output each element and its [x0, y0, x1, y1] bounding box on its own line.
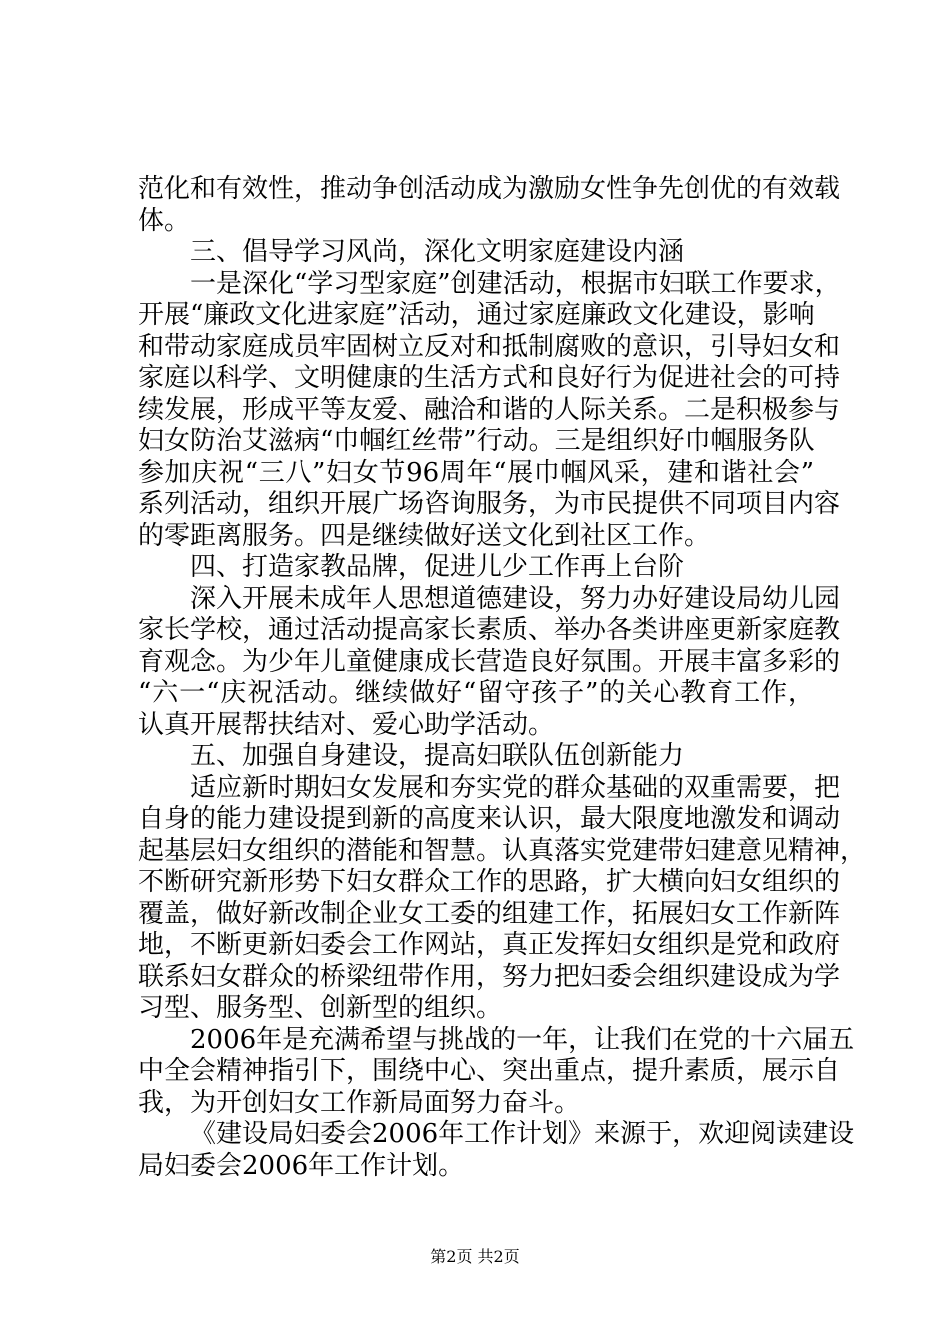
- text-line: 系列活动，组织开展广场咨询服务，为市民提供不同项目内容: [138, 489, 841, 519]
- text-line: 习型、服务型、创新型的组织。: [138, 993, 503, 1023]
- text-line: 家长学校，通过活动提高家长素质、举办各类讲座更新家庭教: [138, 615, 841, 645]
- text-line: 妇女防治艾滋病“巾帼红丝带”行动。三是组织好巾帼服务队: [138, 426, 815, 456]
- text-line: 覆盖，做好新改制企业女工委的组建工作，拓展妇女工作新阵: [138, 898, 841, 929]
- text-line: 自身的能力建设提到新的高度来认识，最大限度地激发和调动: [138, 804, 841, 834]
- text-line: 深入开展未成年人思想道德建设，努力办好建设局幼儿园: [190, 583, 841, 614]
- text-line: 适应新时期妇女发展和夯实党的群众基础的双重需要，把: [190, 772, 841, 803]
- text-line: 中全会精神指引下，围绕中心、突出重点，提升素质，展示自: [138, 1056, 841, 1086]
- text-line: 联系妇女群众的桥梁纽带作用，努力把妇委会组织建设成为学: [138, 961, 841, 992]
- text-line: 局妇委会2006年工作计划。: [138, 1150, 465, 1181]
- text-line: 育观念。为少年儿童健康成长营造良好氛围。开展丰富多彩的: [138, 646, 841, 677]
- text-line: 的零距离服务。四是继续做好送文化到社区工作。: [138, 520, 711, 551]
- text-line: 起基层妇女组织的潜能和智慧。认真落实党建带妇建意见精神，: [138, 835, 867, 866]
- text-line: 和带动家庭成员牢固树立反对和抵制腐败的意识，引导妇女和: [138, 331, 841, 362]
- text-line: 一是深化“学习型家庭”创建活动，根据市妇联工作要求，: [190, 268, 841, 299]
- page-footer: 第2页 共2页: [430, 1247, 520, 1266]
- text-line: 参加庆祝“三八”妇女节96周年“展巾帼风采，建和谐社会”: [138, 457, 814, 488]
- text-line: 地，不断更新妇委会工作网站，真正发挥妇女组织是党和政府: [138, 930, 841, 960]
- text-line: 续发展，形成平等友爱、融洽和谐的人际关系。二是积极参与: [138, 394, 841, 425]
- text-line: 三、倡导学习风尚，深化文明家庭建设内涵: [190, 237, 685, 267]
- text-line: 范化和有效性，推动争创活动成为激励女性争先创优的有效载: [138, 174, 841, 204]
- text-line: 四、打造家教品牌，促进儿少工作再上台阶: [190, 552, 685, 582]
- text-line: 家庭以科学、文明健康的生活方式和良好行为促进社会的可持: [138, 363, 841, 393]
- document-body: [138, 174, 867, 1182]
- text-line: 我，为开创妇女工作新局面努力奋斗。: [138, 1087, 581, 1118]
- text-line: 认真开展帮扶结对、爱心助学活动。: [138, 709, 555, 740]
- text-line: “六一“庆祝活动。继续做好“留守孩子”的关心教育工作，: [138, 678, 814, 708]
- text-line: 不断研究新形势下妇女群众工作的思路，扩大横向妇女组织的: [138, 867, 841, 897]
- text-line: 2006年是充满希望与挑战的一年，让我们在党的十六届五: [190, 1024, 855, 1055]
- text-line: 开展“廉政文化进家庭”活动，通过家庭廉政文化建设，影响: [138, 300, 815, 330]
- text-line: 五、加强自身建设，提高妇联队伍创新能力: [190, 741, 685, 771]
- text-line: 《建设局妇委会2006年工作计划》来源于，欢迎阅读建设: [190, 1119, 855, 1149]
- text-line: 体。: [138, 205, 191, 236]
